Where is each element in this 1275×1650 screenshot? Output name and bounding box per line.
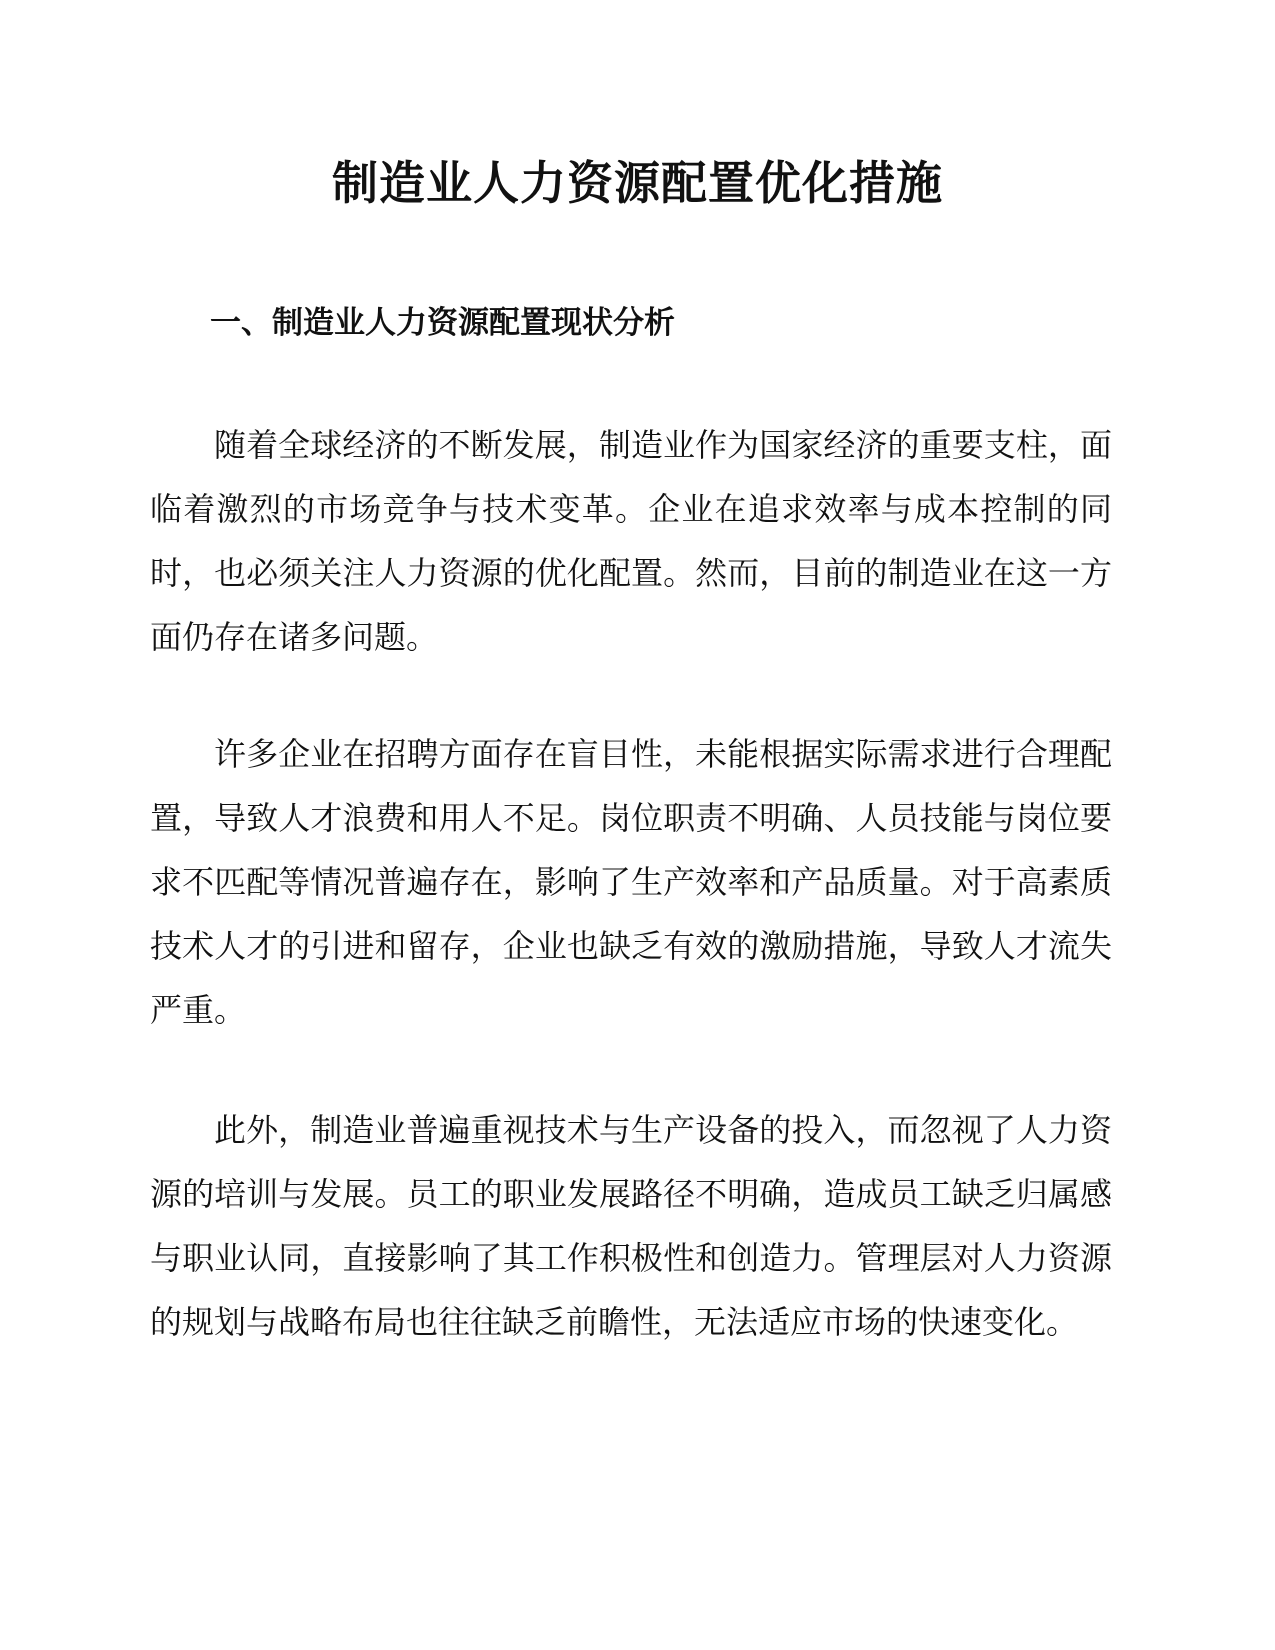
body-paragraph: 许多企业在招聘方面存在盲目性，未能根据实际需求进行合理配置，导致人才浪费和用人不足。岗位职责不明确、人员技能与岗位要求不匹配等情况普遍存在，影响了生产效率和产品质量。对于高素质技术人才的引进和留存，企业也缺乏有效的激励措施，导致人才流失严重。	[150, 735, 1112, 1029]
body-paragraph: 随着全球经济的不断发展，制造业作为国家经济的重要支柱，面临着激烈的市场竞争与技术变革。企业在追求效率与成本控制的同时，也必须关注人力资源的优化配置。然而，目前的制造业在这一方面仍存在诸多问题。	[150, 426, 1112, 656]
section-heading: 一、制造业人力资源配置现状分析	[210, 305, 675, 341]
body-paragraph: 此外，制造业普遍重视技术与生产设备的投入，而忽视了人力资源的培训与发展。员工的职业发展路径不明确，造成员工缺乏归属感与职业认同，直接影响了其工作积极性和创造力。管理层对人力资源的规划与战略布局也往往缺乏前瞻性，无法适应市场的快速变化。	[150, 1111, 1112, 1341]
document-title: 制造业人力资源配置优化措施	[332, 156, 943, 210]
